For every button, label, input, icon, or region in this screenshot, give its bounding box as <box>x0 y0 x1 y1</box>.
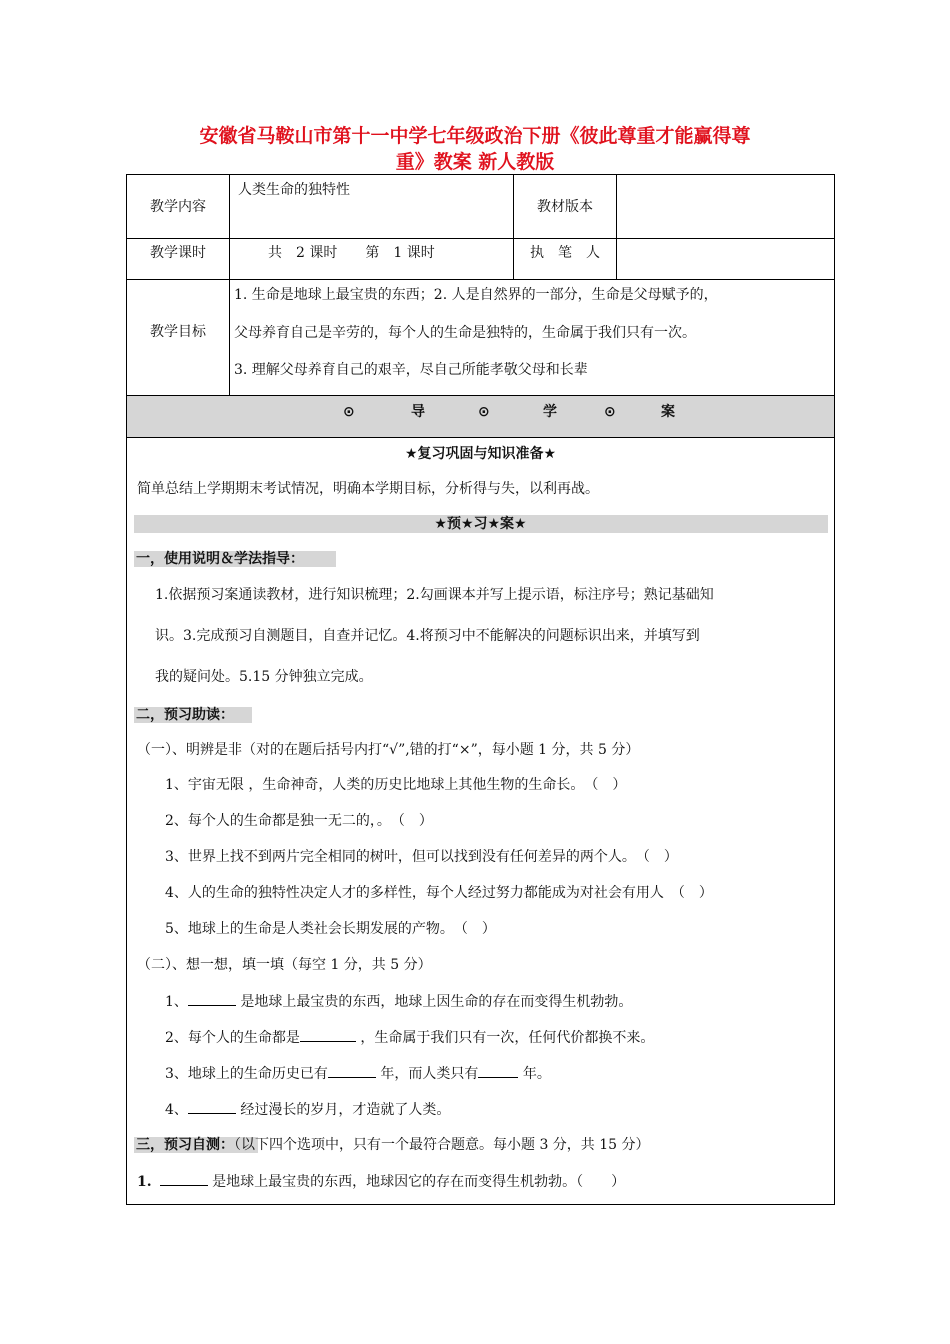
col-divider <box>229 174 230 395</box>
goals-label: 教学目标 <box>150 324 206 340</box>
section1-line2: 识。3.完成预习自测题目，自查并记忆。4.将预习中不能解决的问题标识出来，并填写到 <box>155 628 700 644</box>
content-label: 教学内容 <box>150 199 206 215</box>
section1-heading: 一，使用说明＆学法指导： <box>136 551 304 567</box>
fill-blank[interactable] <box>478 1063 518 1078</box>
fill-item-1-prefix: 1、 <box>165 994 188 1010</box>
banner-circle-3: ⊙ <box>604 404 616 420</box>
document-title-line1: 安徽省马鞍山市第十一中学七年级政治下册《彼此尊重才能赢得尊 <box>199 125 751 147</box>
content-value: 人类生命的独特性 <box>238 182 350 198</box>
fill-part-title: （二）、想一想，填一填（每空 1 分，共 5 分） <box>137 957 432 973</box>
author-label: 执 笔 人 <box>530 245 600 261</box>
review-heading: ★复习巩固与知识准备★ <box>404 446 557 462</box>
edition-label: 教材版本 <box>537 199 593 215</box>
section3-note: （以下四个选项中，只有一个最符合题意。每小题 3 分，共 15 分） <box>234 1137 650 1153</box>
judge-item: 2、每个人的生命都是独一无二的，。 （ ） <box>165 813 433 829</box>
fill-item-3-mid: 年，而人类只有 <box>375 1066 479 1082</box>
judge-item: 3、世界上找不到两片完全相同的树叶，但可以找到没有任何差异的两个人。 （ ） <box>165 849 678 865</box>
banner-char-dao: 导 <box>411 404 425 420</box>
section2-heading: 二，预习助读： <box>136 707 234 723</box>
judge-item: 1、宇宙无限 ，生命神奇，人类的历史比地球上其他生物的生命长。 （ ） <box>165 777 627 793</box>
section1-line3: 我的疑问处。5.15 分钟独立完成。 <box>155 669 373 685</box>
fill-item-3 <box>165 1063 551 1084</box>
fill-item-3-text: 年。 <box>518 1066 551 1082</box>
fill-blank[interactable] <box>160 1171 208 1186</box>
row-divider <box>126 279 835 280</box>
fill-item-3-prefix: 3、地球上的生命历史已有 <box>165 1066 328 1082</box>
judge-item: 4、人的生命的独特性决定人才的多样性，每个人经过努力都能成为对社会有用人 （ ） <box>165 885 713 901</box>
goals-line2: 父母养育自己是辛劳的，每个人的生命是独特的，生命属于我们只有一次。 <box>234 325 696 341</box>
banner-circle-1: ⊙ <box>343 404 355 420</box>
goals-line3: 3. 理解父母养育自己的艰辛，尽自己所能孝敬父母和长辈 <box>234 362 588 378</box>
banner-circle-2: ⊙ <box>478 404 490 420</box>
fill-item-2-text: ，生命属于我们只有一次，任何代价都换不来。 <box>355 1030 655 1046</box>
quiz-question-text: 是地球上最宝贵的东西，地球因它的存在而变得生机勃勃。（ ） <box>207 1174 626 1190</box>
review-text: 简单总结上学期期末考试情况，明确本学期目标，分析得与失，以利再战。 <box>137 481 599 497</box>
row-divider <box>126 238 835 239</box>
fill-item-4-text: 经过漫长的岁月，才造就了人类。 <box>235 1102 451 1118</box>
fill-blank[interactable] <box>300 1027 356 1042</box>
col-divider <box>513 174 514 279</box>
fill-item-4 <box>165 1099 450 1120</box>
hours-label: 教学课时 <box>150 245 206 261</box>
section3-line <box>136 1135 650 1155</box>
quiz-question-1 <box>137 1171 625 1192</box>
judge-item: 5、地球上的生命是人类社会长期发展的产物。 （ ） <box>165 921 496 937</box>
banner-char-an: 案 <box>661 404 675 420</box>
quiz-question-number: 1. <box>137 1174 152 1190</box>
fill-item-1-text: 是地球上最宝贵的东西，地球上因生命的存在而变得生机勃勃。 <box>235 994 633 1010</box>
fill-item-2-prefix: 2、每个人的生命都是 <box>165 1030 300 1046</box>
document-title-line2: 重》教案 新人教版 <box>395 151 555 173</box>
fill-blank[interactable] <box>188 991 236 1006</box>
fill-blank[interactable] <box>328 1063 376 1078</box>
col-divider <box>616 174 617 279</box>
judge-part-title: （一）、明辨是非（对的在题后括号内打“√”,错的打“×”，每小题 1 分，共 5 分） <box>137 742 640 758</box>
preview-heading: ★预★习★案★ <box>434 516 527 532</box>
fill-item-2 <box>165 1027 654 1048</box>
fill-blank[interactable] <box>188 1099 236 1114</box>
fill-item-1 <box>165 991 632 1012</box>
goals-line1: 1. 生命是地球上最宝贵的东西；2. 人是自然界的一部分，生命是父母赋予的， <box>234 287 718 303</box>
section1-line1: 1.依据预习案通读教材，进行知识梳理；2.勾画课本并写上提示语，标注序号；熟记基础知 <box>155 587 714 603</box>
row-divider <box>126 395 835 396</box>
section3-heading: 三，预习自测： <box>136 1137 234 1153</box>
hours-value: 共 2 课时 第 1 课时 <box>268 245 435 261</box>
fill-item-4-prefix: 4、 <box>165 1102 188 1118</box>
banner-char-xue: 学 <box>543 404 557 420</box>
row-divider <box>126 437 835 438</box>
